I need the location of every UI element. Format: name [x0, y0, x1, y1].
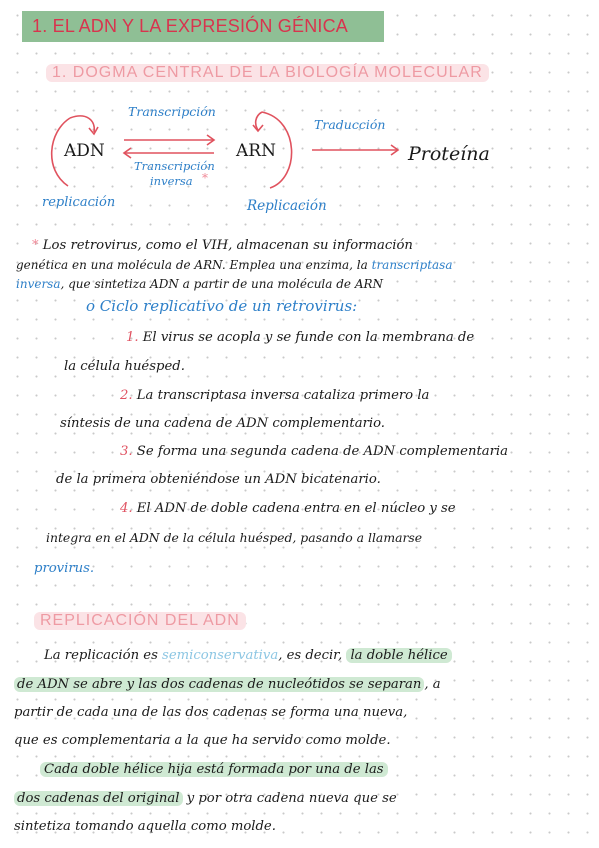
step-4-number: 4.	[120, 501, 133, 516]
replicacion-left-label: replicación	[42, 195, 116, 210]
section-heading-dogma: 1. DOGMA CENTRAL DE LA BIOLOGÍA MOLECULAR	[46, 64, 489, 82]
step-3-line-2: de la primera obteniéndose un ADN bicatenario.	[56, 472, 381, 487]
step-4-line-2: integra en el ADN de la célula huésped, pasando a llamarse	[46, 530, 423, 545]
rep-line-1	[44, 647, 452, 664]
rep-dos-cadenas: dos cadenas del original	[14, 791, 183, 806]
step-1-line-2: la célula huésped.	[64, 359, 185, 374]
rep-line-1-c: , es decir,	[278, 648, 347, 663]
rep-line-2	[14, 676, 441, 693]
traduccion-label: Traducción	[314, 117, 386, 132]
transcripcion-inversa-label-1: Transcripción	[134, 159, 215, 173]
step-2-number: 2.	[120, 388, 133, 403]
note-line-2	[16, 257, 453, 274]
arn-label: ARN	[236, 141, 276, 161]
rep-line-6	[14, 790, 397, 807]
transcripcion-label: Transcripción	[128, 104, 216, 119]
replicacion-right-label: Replicación	[247, 198, 327, 214]
step-4-line-1	[120, 500, 456, 517]
step-1-number: 1.	[126, 330, 139, 345]
rep-line-6-b: y por otra cadena nueva que se	[182, 791, 397, 806]
proteina-label: Proteína	[408, 143, 490, 165]
rep-semiconservativa: semiconservativa	[162, 648, 279, 663]
note-line-3	[16, 276, 383, 293]
step-3-line-1	[120, 443, 508, 460]
rep-line-5	[40, 761, 388, 778]
step-2-line-2: síntesis de una cadena de ADN complementario.	[60, 416, 385, 431]
rep-line-3: partir de cada una de las dos cadenas se forma una nueva,	[14, 705, 408, 720]
rep-line-4: que es complementaria a la que ha servido como molde.	[14, 733, 391, 748]
rep-line-2-b: , a	[424, 677, 441, 692]
step-4-text-1: El ADN de doble cadena entra en el núcleo y se	[136, 501, 456, 516]
diagram-asterisk: *	[202, 171, 208, 185]
rep-line-5-highlight: Cada doble hélice hija está formada por una de las	[40, 762, 388, 777]
step-1-line-1	[126, 329, 474, 346]
page-title: 1. EL ADN Y LA EXPRESIÓN GÉNICA	[32, 16, 348, 36]
note-text-2: genética en una molécula de ARN. Emplea una enzima, la	[16, 258, 368, 272]
step-1-text-1: El virus se acopla y se funde con la membrana de	[142, 330, 475, 345]
step-2-line-1	[120, 387, 429, 404]
adn-label: ADN	[64, 141, 105, 161]
cycle-heading: o Ciclo replicativo de un retrovirus:	[86, 297, 358, 315]
rep-doble-helice: la doble hélice	[346, 648, 451, 663]
step-2-text-1: La transcriptasa inversa cataliza primero la	[136, 388, 430, 403]
note-inversa: inversa	[16, 277, 61, 291]
section-heading-replicacion: REPLICACIÓN DEL ADN	[34, 612, 246, 630]
rep-line-2-highlight: de ADN se abre y las dos cadenas de nucleótidos se separan	[14, 677, 424, 692]
rep-line-1-a: La replicación es	[44, 648, 163, 663]
transcripcion-inversa-label-2: inversa	[150, 174, 193, 188]
note-text-3: , que sintetiza ADN a partir de una molécula de ARN	[60, 277, 384, 291]
rep-line-7: sintetiza tomando aquella como molde.	[14, 819, 276, 834]
note-line-1	[32, 237, 413, 254]
step-3-text-1: Se forma una segunda cadena de ADN complementaria	[136, 444, 508, 459]
step-3-number: 3.	[120, 444, 133, 459]
provirus-term: provirus.	[34, 561, 95, 576]
note-asterisk: *	[32, 238, 39, 253]
note-transcriptasa: transcriptasa	[371, 258, 453, 272]
note-text-1: Los retrovirus, como el VIH, almacenan su información	[42, 238, 413, 253]
